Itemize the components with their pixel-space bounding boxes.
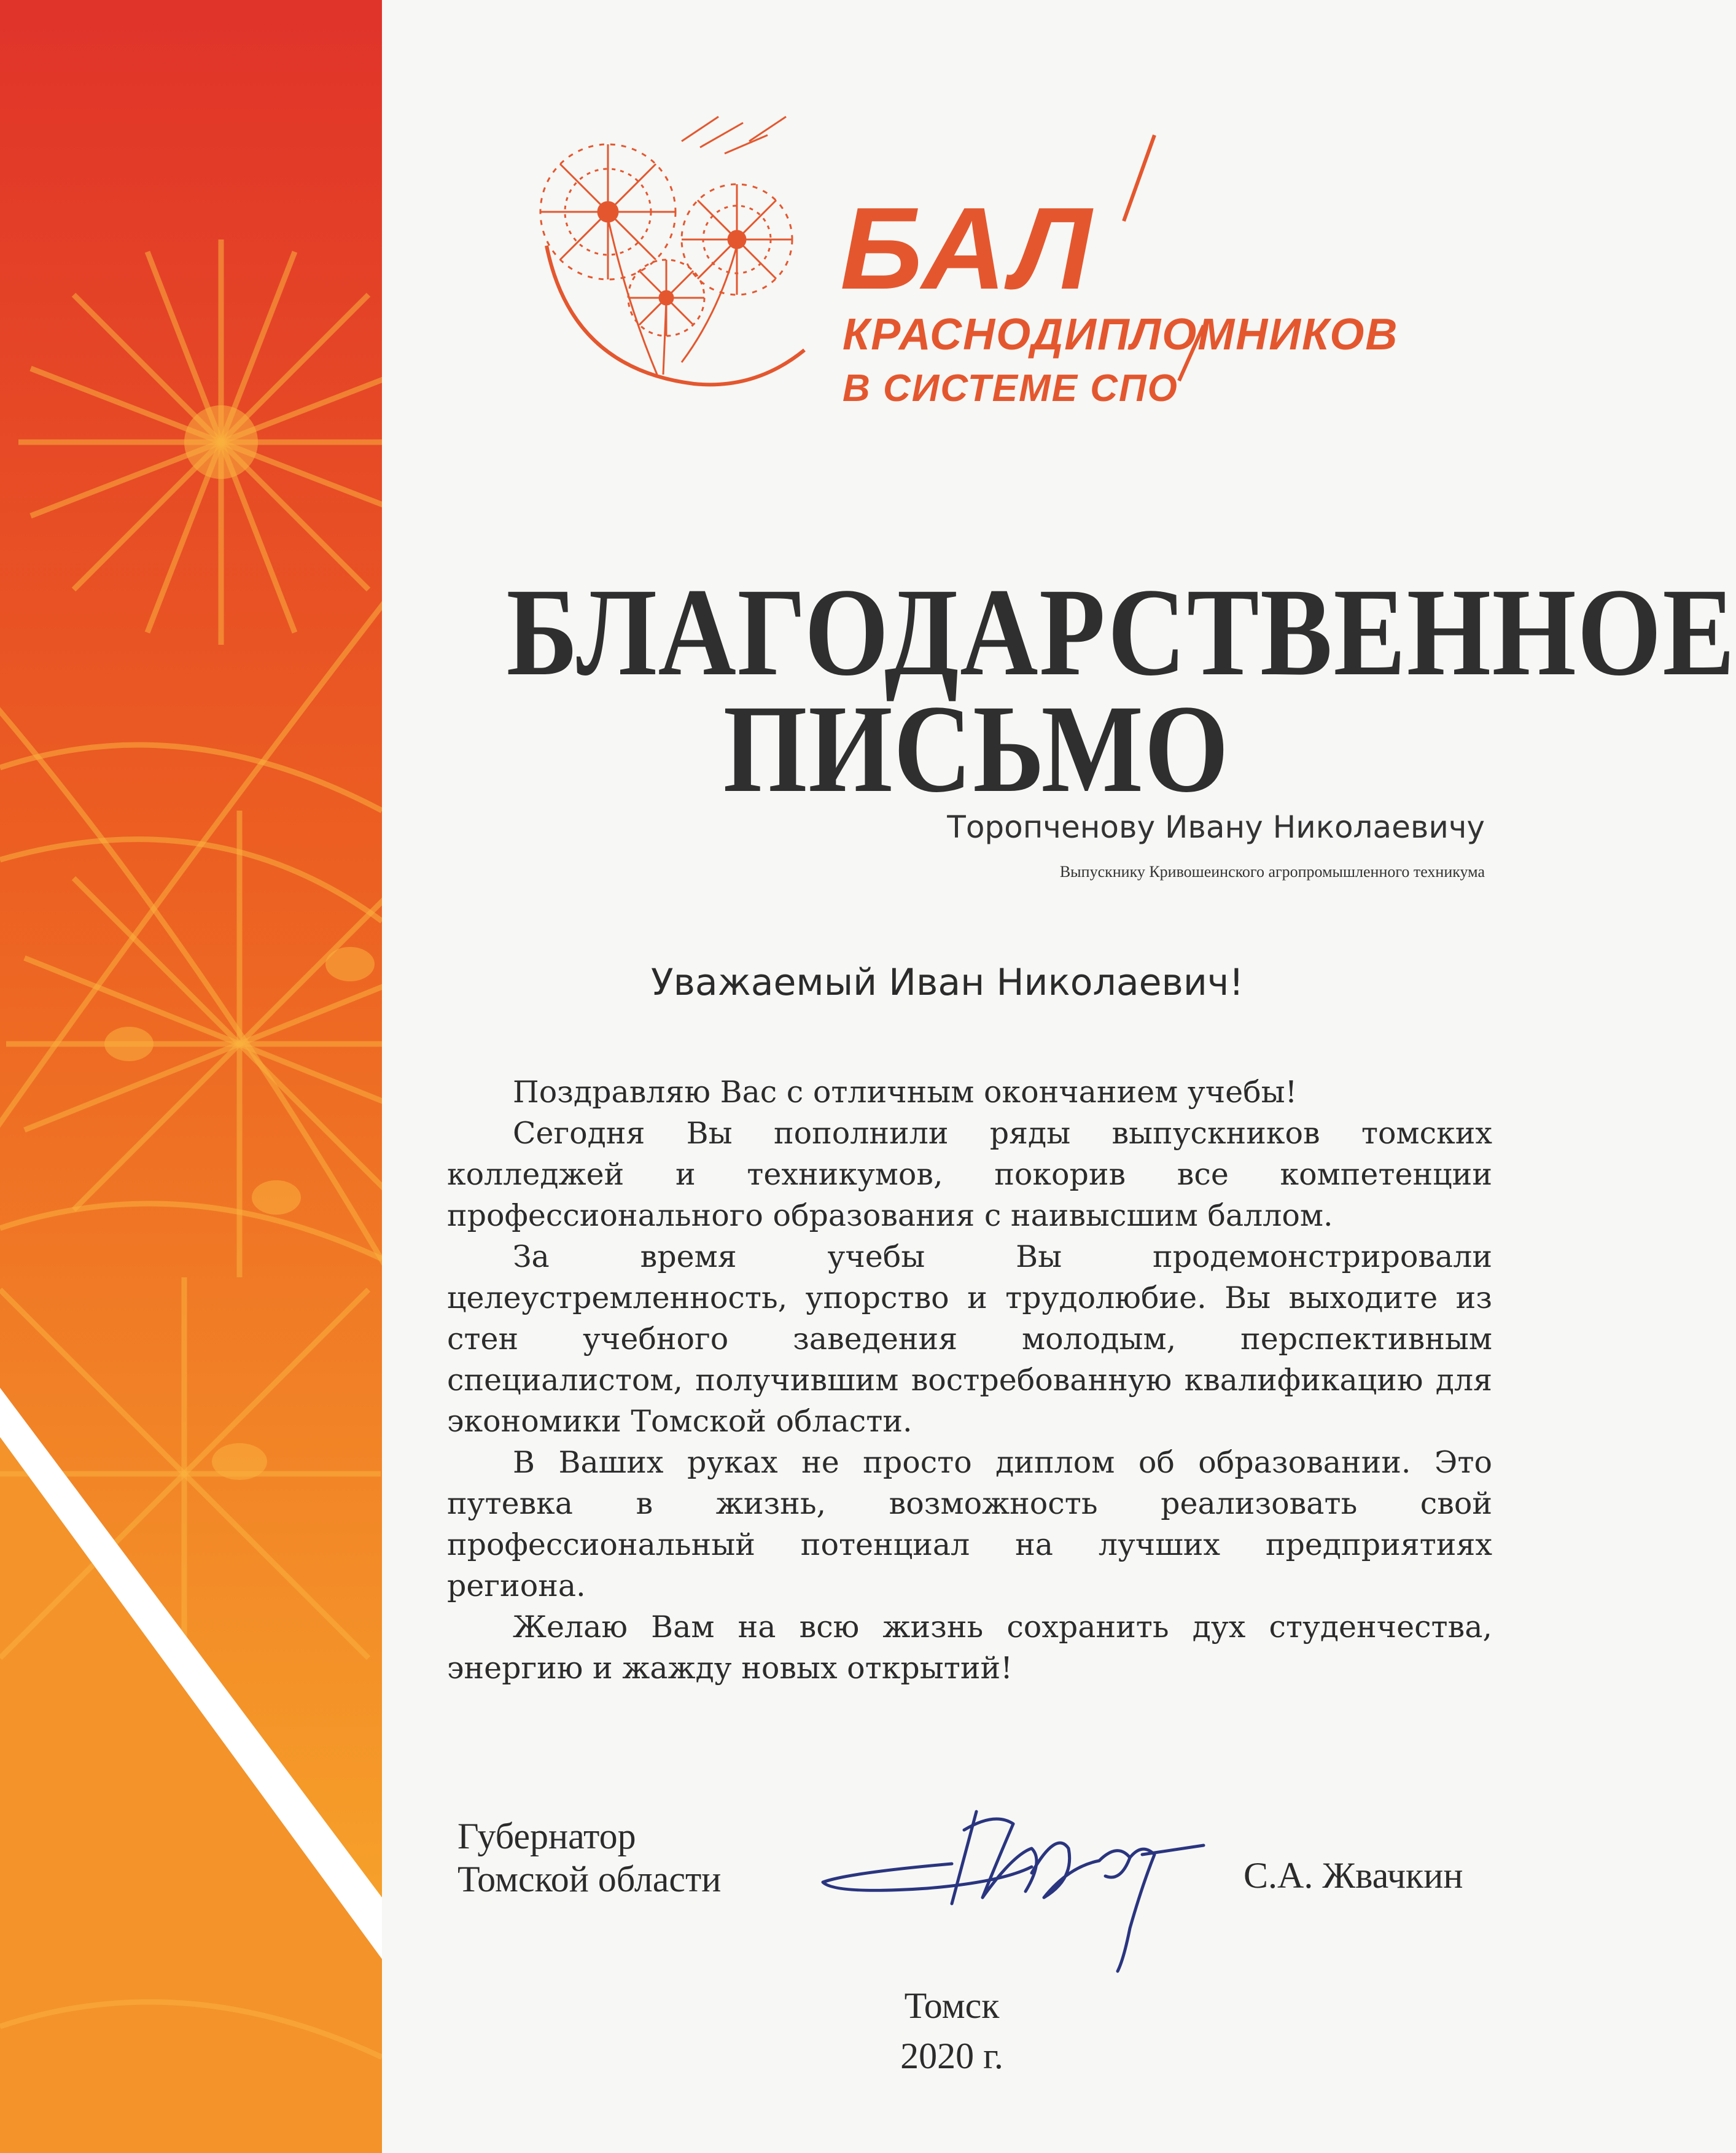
year: 2020 г.: [900, 2036, 1003, 2076]
salutation: Уважаемый Иван Николаевич!: [651, 961, 1244, 1004]
body-paragraph: За время учебы Вы продемонстрировали целеустремленность, упорство и трудолюбие. Вы выходите из стен учебного заведения молодым, перспективным специалистом, получившим востребованную квалификацию для экономики Томской области.: [447, 1239, 1492, 1439]
recipient-name: Торопченову Ивану Николаевичу: [947, 809, 1485, 845]
letter-body: [447, 1072, 1492, 1689]
logo-subtitle-2: В СИСТЕМЕ СПО: [843, 367, 1178, 410]
body-paragraph: Сегодня Вы пополнили ряды выпускников томских колледжей и техникумов, покорив все компетенции профессионального образования с наивысшим баллом.: [447, 1116, 1492, 1233]
place-and-date: [792, 1980, 1111, 2081]
signer-name: С.А. Жвачкин: [1244, 1855, 1463, 1896]
signer-title-line1: Губернатор: [457, 1816, 636, 1856]
body-paragraph: Желаю Вам на всю жизнь сохранить дух студенчества, энергию и жажду новых открытий!: [447, 1610, 1492, 1686]
logo-subtitle: КРАСНОДИПЛОМНИКОВ: [843, 310, 1399, 359]
body-paragraph: В Ваших руках не просто диплом об образовании. Это путевка в жизнь, возможность реализовать свой профессиональный потенциал на лучших предприятиях региона.: [447, 1445, 1492, 1603]
signer-title: [457, 1815, 721, 1901]
signer-title-line2: Томской области: [457, 1859, 722, 1899]
document-title-line1: БЛАГОДАРСТВЕННОЕ: [506, 563, 1736, 702]
logo-title: БАЛ: [840, 184, 1096, 314]
document-title-line2: ПИСЬМО: [723, 679, 1230, 819]
city: Томск: [904, 1985, 1000, 2026]
handwritten-signature: [811, 1775, 1240, 1977]
body-paragraph: Поздравляю Вас с отличным окончанием учебы!: [513, 1075, 1298, 1110]
recipient-role: Выпускнику Кривошеинского агропромышленного техникума: [1059, 863, 1485, 881]
